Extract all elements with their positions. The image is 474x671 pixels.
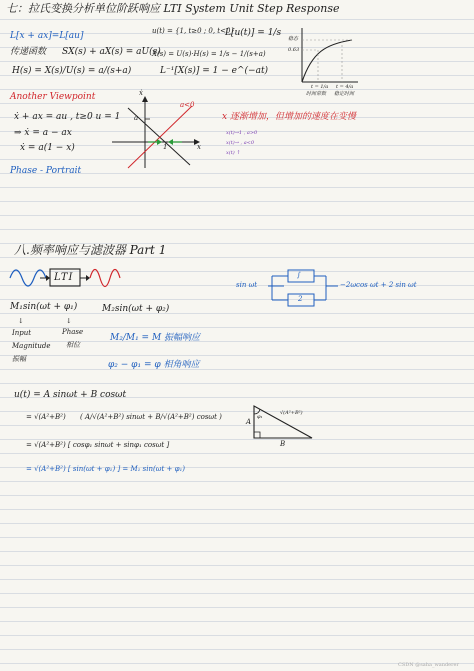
- block-integrator-label: ∫: [297, 271, 301, 279]
- output-signal-eq: M₂sin(ωt + φ₂): [102, 304, 170, 314]
- laplace-of-u: L[u(t)] = 1/s: [225, 28, 282, 38]
- plot-xdot-label: ẋ: [139, 89, 143, 97]
- input-label: Input: [12, 329, 32, 337]
- x-equation: X(s) = U(s)·H(s) = 1/s − 1/(s+a): [152, 50, 266, 58]
- viewpoint-main-note: x 逐渐增加，但增加的速度在变慢: [222, 112, 356, 122]
- inverse-laplace: L⁻¹[X(s)] = 1 − e^(−at): [160, 66, 269, 76]
- viewpoint-note-b: x(t)→ , a<0: [226, 140, 255, 146]
- viewpoint-note-c: x(t) ↑: [226, 150, 241, 156]
- section8-title: 八.频率响应与滤波器 Part 1: [14, 243, 167, 257]
- lti-box-label: LTI: [54, 272, 74, 283]
- graph-caption-settling-time: 稳定时间: [334, 91, 355, 97]
- graph-t1-label: t = 1/a: [311, 84, 329, 90]
- triangle-side-a: A: [246, 418, 252, 426]
- triangle-hypotenuse: √(A²+B²): [280, 410, 303, 416]
- triangle-side-b: B: [280, 440, 286, 448]
- laplace-equation: L[x + ax]=L[au]: [10, 31, 84, 41]
- input-signal-eq: M₁sin(ωt + φ₁): [10, 302, 78, 312]
- graph-t2-label: t = 4/a: [336, 84, 354, 90]
- phase-arrow: ↓: [66, 317, 72, 325]
- viewpoint-note-a: x(t)→1 , a>0: [226, 130, 258, 136]
- derivation-line2a: = √(A²+B²): [26, 413, 66, 421]
- graph-caption-time-constant: 时间常数: [306, 91, 327, 97]
- graph-steady-label: 稳态: [288, 36, 299, 42]
- graph-063-label: 0.63: [288, 47, 300, 53]
- derivation-line1: u(t) = A sinωt + B cosωt: [14, 390, 127, 400]
- plot-one-label: 1: [163, 143, 168, 151]
- plot-a-label: a: [134, 114, 139, 122]
- transfer-label: 传递函数: [10, 47, 47, 57]
- phase-portrait-label: Phase - Portrait: [10, 166, 82, 176]
- derivation-line4: = √(A²+B²) [ sin(ωt + φ₁) ] = M₁ sin(ωt + φ₁): [26, 465, 186, 473]
- viewpoint-eq1: ẋ + ax = au , t≥0 u = 1: [14, 112, 121, 122]
- amplitude-response-eq: M₂/M₁ = M 振幅响应: [110, 333, 201, 343]
- amplitude-cn-label: 振幅: [12, 355, 26, 363]
- phase-response-eq: φ₂ − φ₁ = φ 相角响应: [108, 360, 200, 370]
- h-equation: H(s) = X(s)/U(s) = a/(s+a): [12, 66, 132, 76]
- section7-title: 七：拉氏变换分析单位阶跃响应 LTI System Unit Step Response: [6, 2, 340, 15]
- phase-cn-label: 相位: [66, 341, 80, 349]
- block-gain-label: 2: [298, 295, 303, 303]
- magnitude-label: Magnitude: [12, 342, 51, 350]
- block-input-label: sin ωt: [236, 281, 258, 289]
- derivation-line2b: ( A/√(A²+B²) sinωt + B/√(A²+B²) cosωt ): [80, 413, 222, 421]
- step-definition: u(t) = {1, t≥0 ; 0, t<0}: [152, 27, 235, 35]
- viewpoint-eq3: ẋ = a(1 − x): [20, 143, 75, 153]
- viewpoint-eq2: ⇒ ẋ = a − ax: [14, 128, 72, 138]
- plot-x-label: x: [197, 143, 201, 151]
- input-arrow: ↓: [18, 317, 24, 325]
- triangle-angle-phi: φ₁: [257, 414, 263, 420]
- footer-watermark: CSDN @saha_wanderer: [398, 662, 459, 668]
- phase-label: Phase: [62, 328, 84, 336]
- block-output-label: −2ωcos ωt + 2 sin ωt: [340, 281, 417, 289]
- viewpoint-heading: Another Viewpoint: [10, 92, 96, 102]
- plot-alt-label: a<0: [180, 101, 195, 109]
- transfer-equation: SX(s) + aX(s) = aU(s): [62, 47, 161, 57]
- derivation-line3: = √(A²+B²) [ cosφ₁ sinωt + sinφ₁ cosωt ]: [26, 441, 170, 449]
